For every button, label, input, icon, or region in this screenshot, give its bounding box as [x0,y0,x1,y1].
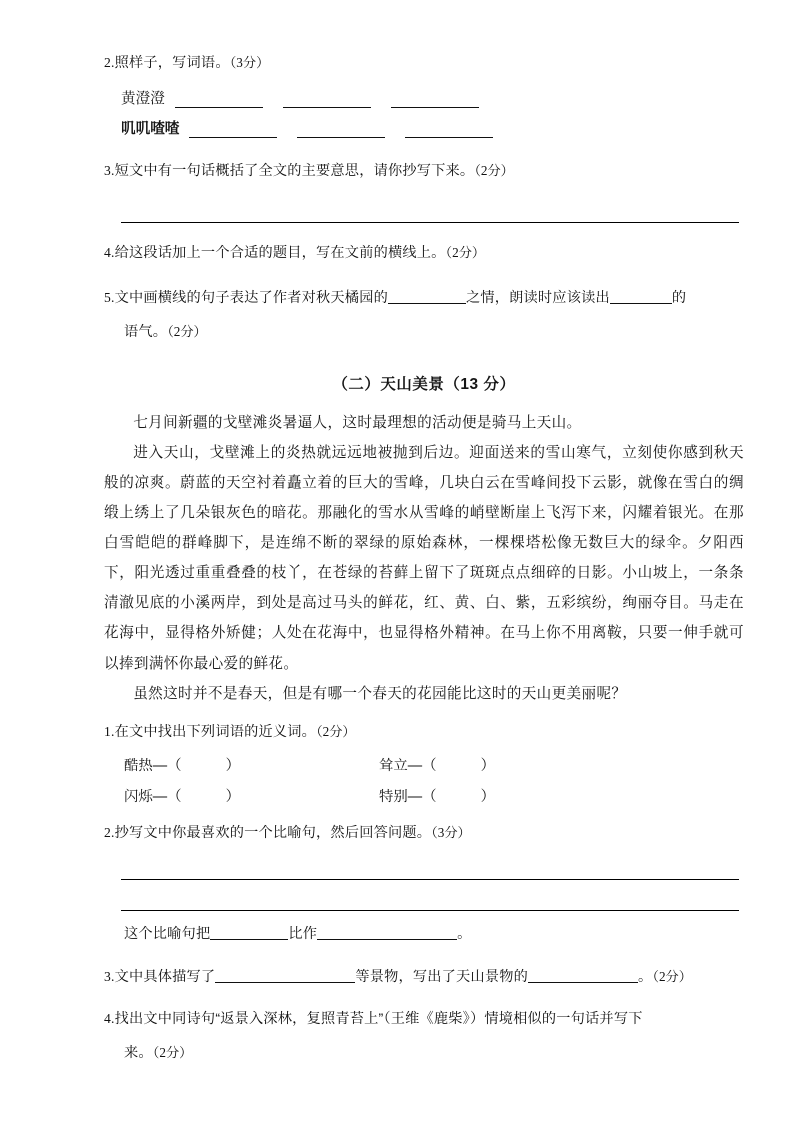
sample-row-1 [104,87,744,108]
p2-question-1-text: 在文中找出下列词语的近义词。 [114,723,317,740]
p2-question-2-followup [104,923,744,946]
page-content [104,52,744,1065]
question-2-heading [104,52,744,75]
synonym-2-left[interactable] [124,785,379,806]
p2-question-1-points: （2分） [316,723,356,739]
passage-paragraph-2: 进入天山，戈壁滩上的炎热就远远地被抛到后边。迎面送来的雪山寒气，立刻使你感到秋天般的凉爽。蔚蓝的天空衬着矗立着的巨大的雪峰，几块白云在雪峰间投下云影，就像在雪白的绸缎上绣上了几朵银灰色的暗花。那融化的雪水从雪峰的峭壁断崖上飞泻下来，闪耀着银光。在那白雪皑皑的群峰脚下，是连绵不断的翠绿的原始森林，一棵棵塔松像无数巨大的绿伞。夕阳西下，阳光透过重重叠叠的枝丫，在苍绿的苔藓上留下了斑斑点点细碎的日影。小山坡上，一条条清澈见底的小溪两岸，到处是高过马头的鲜花，红、黄、白、紫，五彩缤纷，绚丽夺目。马走在花海中，显得格外矫健；人处在花海中，也显得格外精神。在马上你不用离鞍，只要一伸手就可以捧到满怀你最心爱的鲜花。 [104,445,744,672]
p2-question-1-number: 1. [104,723,115,739]
synonym-row-1 [104,754,744,775]
synonym-2-right[interactable] [379,785,495,806]
question-4-text: 给这段话加上一个合适的题目，写在文前的横线上。 [114,245,446,261]
p2-question-4-continuation [104,1042,744,1065]
question-5-blank-2[interactable] [610,289,672,304]
question-4-heading [104,242,744,265]
p2-question-2-followup-a: 这个比喻句把 [124,925,211,942]
p2-question-3-text-c: 。 [637,968,653,985]
p2-question-3-blank-1[interactable] [215,967,355,982]
p2-question-3-text-a: 文中具体描写了 [114,968,216,985]
p2-question-4-text-b: 来。 [124,1044,153,1061]
question-5-text-d: 语气。 [124,324,168,340]
p2-question-4-heading [104,1008,744,1031]
question-2-text: 照样子，写词语。 [114,55,230,71]
synonym-1-left-label: 酷热—（ [124,757,182,774]
passage-body [104,408,744,709]
sample-word-1: 黄澄澄 [121,91,165,107]
passage-paragraph-1: 七月间新疆的戈壁滩炎暑逼人，这时最理想的活动便是骑马上天山。 [133,415,582,431]
question-4-number: 4. [104,245,115,260]
p2-question-3-points: （2分） [652,968,692,984]
sample-blank-1-2[interactable] [283,92,371,108]
sample-word-2: 叽叽喳喳 [121,121,180,137]
synonym-1-left[interactable] [124,754,379,775]
p2-question-3-number: 3. [104,968,115,984]
question-3-number: 3. [104,163,115,178]
p2-question-2-blank-2[interactable] [317,924,457,939]
question-5-text-a: 文中画横线的句子表达了作者对秋天橘园的 [114,290,388,306]
p2-question-1-heading [104,721,744,744]
question-5-text-b: 之情，朗读时应该读出 [465,290,610,306]
question-3-heading [104,160,744,183]
question-3-text: 短文中有一句话概括了全文的主要意思，请你抄写下来。 [114,163,475,179]
sample-blank-2-2[interactable] [297,122,385,138]
p2-question-2-points: （3分） [431,824,471,840]
synonym-2-left-close: ） [225,788,240,805]
p2-question-2-followup-c: 。 [457,925,472,942]
sample-row-2 [104,117,744,138]
p2-question-2-number: 2. [104,824,115,840]
sample-blank-2-1[interactable] [189,122,277,138]
question-4-points: （2分） [445,245,486,260]
passage-title: （二）天山美景（13 分） [332,376,516,393]
question-5-heading [104,287,744,310]
p2-question-4-points: （2分） [152,1044,193,1060]
question-3-points: （2分） [474,163,514,178]
question-2-number: 2. [104,55,115,70]
question-3-answer-rule[interactable] [121,222,739,223]
sample-blank-2-3[interactable] [405,122,493,138]
p2-question-4-number: 4. [104,1010,115,1026]
synonym-1-right[interactable] [379,754,495,775]
synonym-2-right-close: ） [480,788,495,805]
question-5-continuation [104,321,744,344]
p2-question-2-answer-rule-1[interactable] [121,879,739,880]
synonym-1-right-label: 耸立—（ [379,757,437,774]
sample-blank-1-1[interactable] [175,92,263,108]
p2-question-2-answer-rule-2[interactable] [121,910,739,911]
p2-question-2-heading [104,822,744,845]
synonym-2-right-label: 特别—（ [379,788,437,805]
passage-paragraph-3: 虽然这时并不是春天，但是有哪一个春天的花园能比这时的天山更美丽呢？ [133,685,627,702]
synonym-2-left-label: 闪烁—（ [124,788,182,805]
p2-question-2-text: 抄写文中你最喜欢的一个比喻句，然后回答问题。 [114,824,432,841]
question-5-points: （2分） [167,324,207,339]
synonym-1-right-close: ） [480,757,495,774]
p2-question-3-heading [104,966,744,989]
p2-question-3-text-b: 等景物，写出了天山景物的 [355,968,528,985]
synonym-row-2 [104,785,744,806]
p2-question-3-blank-2[interactable] [528,967,638,982]
synonym-1-left-close: ） [225,757,240,774]
question-5-text-c: 的 [671,290,687,306]
p2-question-2-followup-b: 比作 [288,925,318,942]
question-5-blank-1[interactable] [388,289,466,304]
question-2-points: （3分） [229,55,270,70]
p2-question-2-blank-1[interactable] [210,924,288,939]
p2-question-4-text-a: 找出文中同诗句“返景入深林，复照青苔上”（王维《鹿柴》）情境相似的一句话并写下 [114,1010,643,1027]
question-5-number: 5. [104,290,115,305]
sample-blank-1-3[interactable] [391,92,479,108]
